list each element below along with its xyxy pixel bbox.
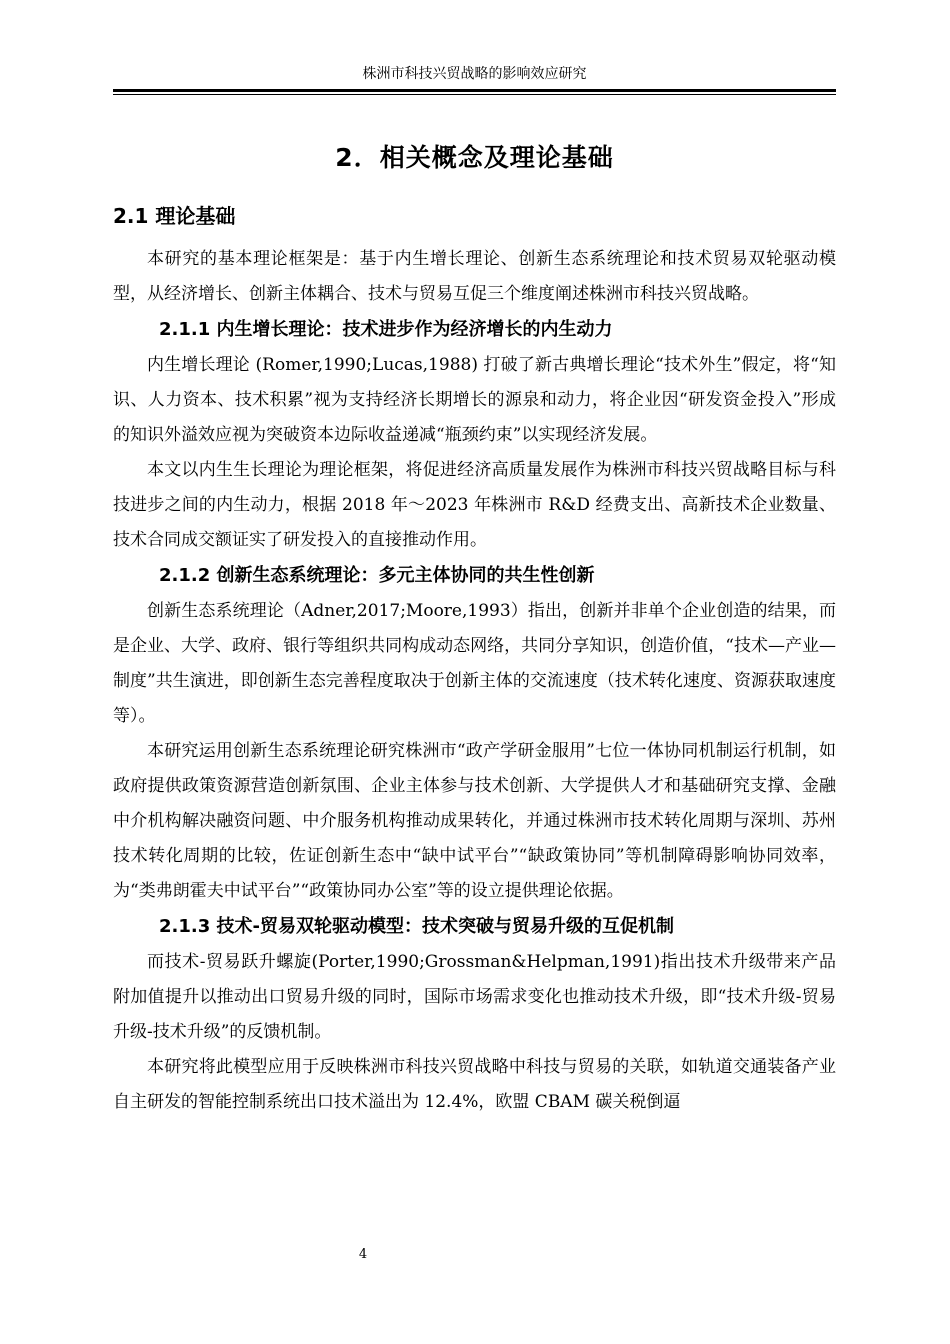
subsection-2-1-3-paragraph-2: 本研究将此模型应用于反映株洲市科技兴贸战略中科技与贸易的关联，如轨道交通装备产业自主研发的智能控制系统出口技术溢出为 12.4%，欧盟 CBAM 碳关税倒逼 — [113, 1057, 836, 1112]
subsection-title-2-1-2: 2.1.2 创新生态系统理论：多元主体协同的共生性创新 — [159, 565, 595, 586]
page-body — [113, 128, 836, 1120]
header-rule-thin — [113, 94, 836, 95]
section-2-1-intro: 本研究的基本理论框架是：基于内生增长理论、创新生态系统理论和技术贸易双轮驱动模型，从经济增长、创新主体耦合、技术与贸易互促三个维度阐述株洲市科技兴贸战略。 — [113, 249, 836, 304]
subsection-2-1-3-paragraph-1: 而技术-贸易跃升螺旋(Porter,1990;Grossman&Helpman,1991)指出技术升级带来产品附加值提升以推动出口贸易升级的同时，国际市场需求变化也推动技术升级，即“技术升级-贸易升级-技术升级”的反馈机制。 — [113, 952, 836, 1042]
subsection-title-2-1-1: 2.1.1 内生增长理论：技术进步作为经济增长的内生动力 — [159, 319, 613, 340]
subsection-title-2-1-3: 2.1.3 技术-贸易双轮驱动模型：技术突破与贸易升级的互促机制 — [159, 916, 674, 937]
subsection-2-1-2-paragraph-2: 本研究运用创新生态系统理论研究株洲市“政产学研金服用”七位一体协同机制运行机制，如政府提供政策资源营造创新氛围、企业主体参与技术创新、大学提供人才和基础研究支撑、金融中介机构解决融资问题、中介服务机构推动成果转化，并通过株洲市技术转化周期与深圳、苏州技术转化周期的比较，佐证创新生态中“缺中试平台”“缺政策协同”等机制障碍影响协同效率，为“类弗朗霍夫中试平台”“政策协同办公室”等的设立提供理论依据。 — [113, 741, 836, 901]
running-header: 株洲市科技兴贸战略的影响效应研究 — [362, 66, 587, 82]
chapter-title: 2．相关概念及理论基础 — [335, 143, 614, 172]
header-rule-thick — [113, 89, 836, 92]
subsection-2-1-1-paragraph-2: 本文以内生生长理论为理论框架，将促进经济高质量发展作为株洲市科技兴贸战略目标与科技进步之间的内生动力，根据 2018 年～2023 年株洲市 R&D 经费支出、高新技术企业数量、技术合同成交额证实了研发投入的直接推动作用。 — [113, 460, 836, 550]
section-title-2-1: 2.1 理论基础 — [113, 204, 236, 228]
subsection-2-1-2-paragraph-1: 创新生态系统理论（Adner,2017;Moore,1993）指出，创新并非单个企业创造的结果，而是企业、大学、政府、银行等组织共同构成动态网络，共同分享知识，创造价值，“技术—产业—制度”共生演进，即创新生态完善程度取决于创新主体的交流速度（技术转化速度、资源获取速度等）。 — [113, 601, 836, 726]
page-number: 4 — [358, 1247, 368, 1262]
subsection-2-1-1-paragraph-1: 内生增长理论 (Romer,1990;Lucas,1988) 打破了新古典增长理论“技术外生”假定，将“知识、人力资本、技术积累”视为支持经济长期增长的源泉和动力，将企业因“研发资金投入”形成的知识外溢效应视为突破资本边际收益递减“瓶颈约束”以实现经济发展。 — [113, 355, 836, 445]
